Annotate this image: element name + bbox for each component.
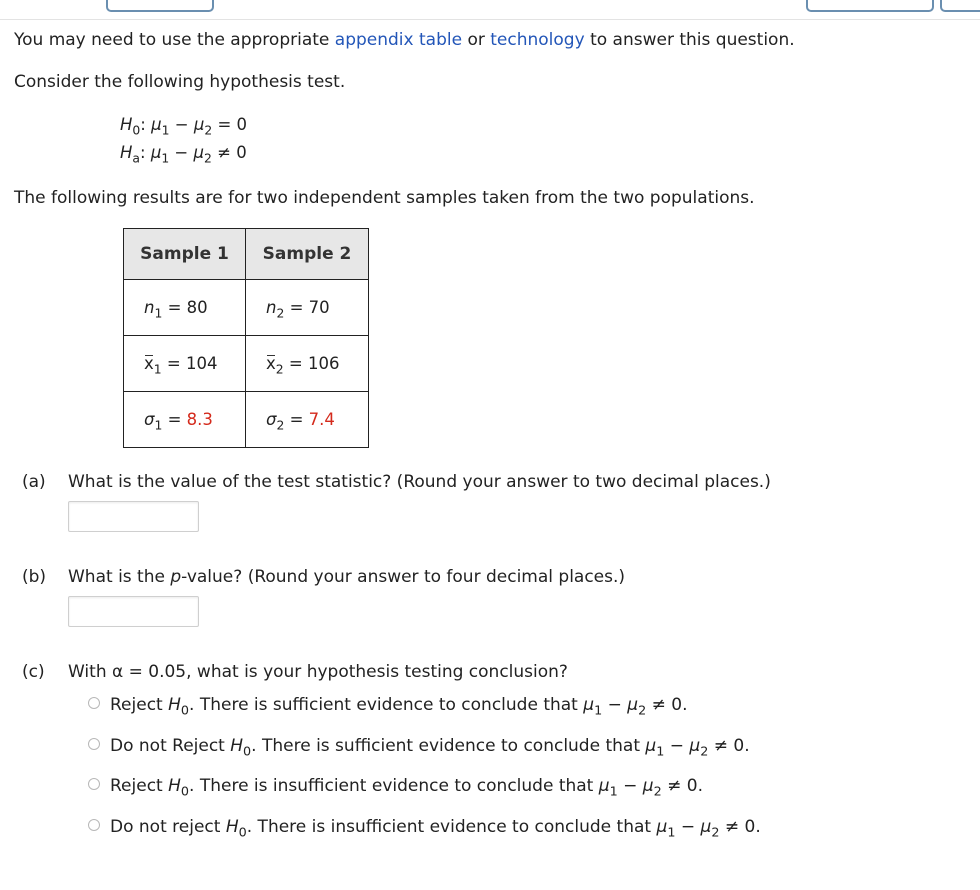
consider-text: Consider the following hypothesis test. — [14, 72, 346, 92]
n2-cell: $n_2 = 70$ — [246, 280, 369, 336]
results-text: The following results are for two independent samples taken from the two populations. — [14, 188, 755, 208]
header-sample-1: Sample 1 — [124, 229, 246, 280]
xbar2-cell: $x_2 = 106$ — [246, 336, 369, 392]
xbar1-cell: $x_1 = 104$ — [124, 336, 246, 392]
question-b: (b) What is the p-value? (Round your answer to four decimal places.) — [22, 567, 626, 587]
radio-option-4[interactable] — [88, 819, 100, 831]
technology-link[interactable]: technology — [490, 30, 585, 50]
sigma1-cell: $\sigma_1 = 8.3$ — [124, 392, 246, 448]
option-4[interactable]: Do not reject $H_0$. There is insufficient evidence to conclude that $\mu_1 - \mu_2 \ne 0$. — [88, 817, 761, 837]
question-c: (c) With α = 0.05, what is your hypothesis testing conclusion? — [22, 662, 568, 682]
intro-text: You may need to use the appropriate appendix table or technology to answer this question. — [14, 30, 795, 50]
alternative-hypothesis: $H_a$: $\mu_1 - \mu_2 \ne 0$ — [120, 143, 247, 166]
top-box-right — [806, 0, 934, 12]
radio-option-2[interactable] — [88, 738, 100, 750]
null-hypothesis: $H_0$: $\mu_1 - \mu_2 = 0$ — [120, 115, 248, 138]
appendix-table-link[interactable]: appendix table — [334, 30, 463, 50]
question-a: (a) What is the value of the test statistic? (Round your answer to two decimal places.) — [22, 472, 771, 492]
top-box-far-right — [940, 0, 980, 12]
divider — [0, 19, 980, 20]
option-3[interactable]: Reject $H_0$. There is insufficient evidence to conclude that $\mu_1 - \mu_2 \ne 0$. — [88, 776, 703, 796]
top-box-left — [106, 0, 214, 12]
n1-cell: $n_1 = 80$ — [124, 280, 246, 336]
option-2[interactable]: Do not Reject $H_0$. There is sufficient evidence to conclude that $\mu_1 - \mu_2 \ne 0$. — [88, 736, 750, 756]
samples-table — [123, 228, 369, 448]
radio-option-3[interactable] — [88, 778, 100, 790]
radio-option-1[interactable] — [88, 697, 100, 709]
sigma2-cell: $\sigma_2 = 7.4$ — [246, 392, 369, 448]
answer-a-input[interactable] — [68, 501, 199, 532]
header-sample-2: Sample 2 — [246, 229, 369, 280]
answer-b-input[interactable] — [68, 596, 199, 627]
option-1[interactable]: Reject $H_0$. There is sufficient evidence to conclude that $\mu_1 - \mu_2 \ne 0$. — [88, 695, 688, 715]
